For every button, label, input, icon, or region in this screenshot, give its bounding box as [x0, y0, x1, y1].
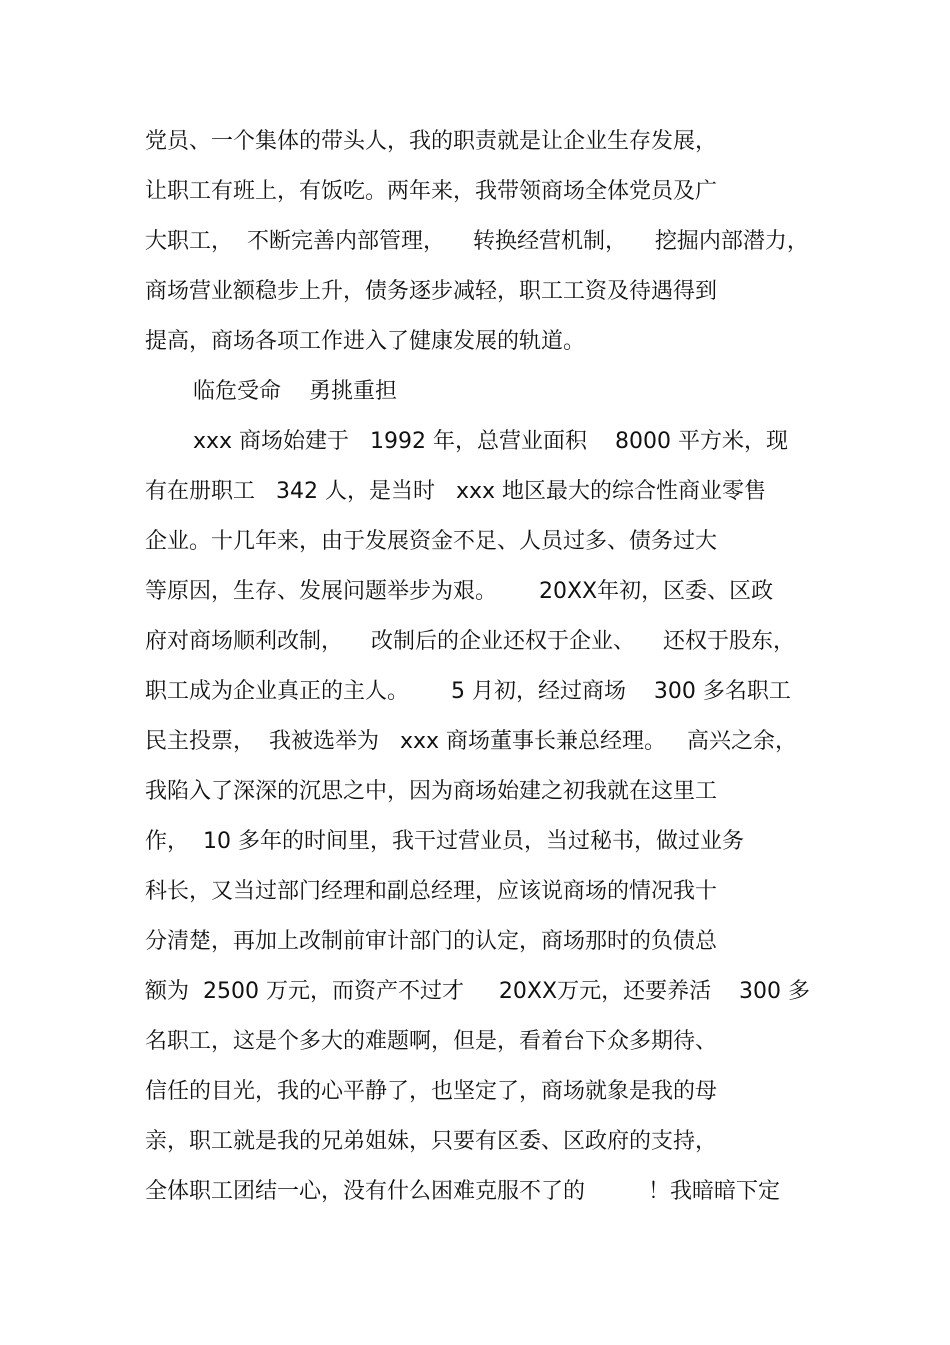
text-line: 大职工， 不断完善内部管理， 转换经营机制， 挖掘内部潜力， [145, 229, 809, 254]
text-line: 民主投票， 我被选举为 xxx 商场董事长兼总经理。 高兴之余， [145, 729, 797, 754]
text-line: 党员、一个集体的带头人，我的职责就是让企业生存发展， [145, 129, 718, 154]
text-line: 作， 10 多年的时间里，我干过营业员，当过秘书，做过业务 [145, 829, 744, 854]
text-line: 职工成为企业真正的主人。 5 月初，经过商场 300 多名职工 [145, 679, 791, 704]
text-line: 科长，又当过部门经理和副总经理，应该说商场的情况我十 [145, 879, 718, 904]
text-line: 等原因，生存、发展问题举步为艰。 20XX年初，区委、区政 [145, 579, 774, 604]
text-line: 全体职工团结一心，没有什么困难克服不了的 ！我暗暗下定 [145, 1179, 780, 1204]
text-line: 信任的目光，我的心平静了，也坚定了，商场就象是我的母 [145, 1079, 718, 1104]
text-line: 我陷入了深深的沉思之中，因为商场始建之初我就在这里工 [145, 779, 718, 804]
text-line: 企业。十几年来，由于发展资金不足、人员过多、债务过大 [145, 529, 718, 554]
text-line: 分清楚，再加上改制前审计部门的认定，商场那时的负债总 [145, 929, 718, 954]
text-line: 名职工，这是个多大的难题啊，但是，看着台下众多期待、 [145, 1029, 718, 1054]
text-line: 提高，商场各项工作进入了健康发展的轨道。 [145, 329, 586, 354]
text-line: 让职工有班上，有饭吃。两年来，我带领商场全体党员及广 [145, 179, 718, 204]
text-line: 额为 2500 万元，而资产不过才 20XX万元，还要养活 300 多 [145, 979, 811, 1004]
text-line: xxx 商场始建于 1992 年，总营业面积 8000 平方米，现 [193, 429, 788, 454]
text-line: 商场营业额稳步上升，债务逐步减轻，职工工资及待遇得到 [145, 279, 718, 304]
text-line: 有在册职工 342 人，是当时 xxx 地区最大的综合性商业零售 [145, 479, 766, 504]
text-line: 府对商场顺利改制， 改制后的企业还权于企业、 还权于股东， [145, 629, 795, 654]
section-heading: 临危受命 勇挑重担 [193, 379, 397, 404]
text-line: 亲，职工就是我的兄弟姐妹，只要有区委、区政府的支持， [145, 1129, 718, 1154]
